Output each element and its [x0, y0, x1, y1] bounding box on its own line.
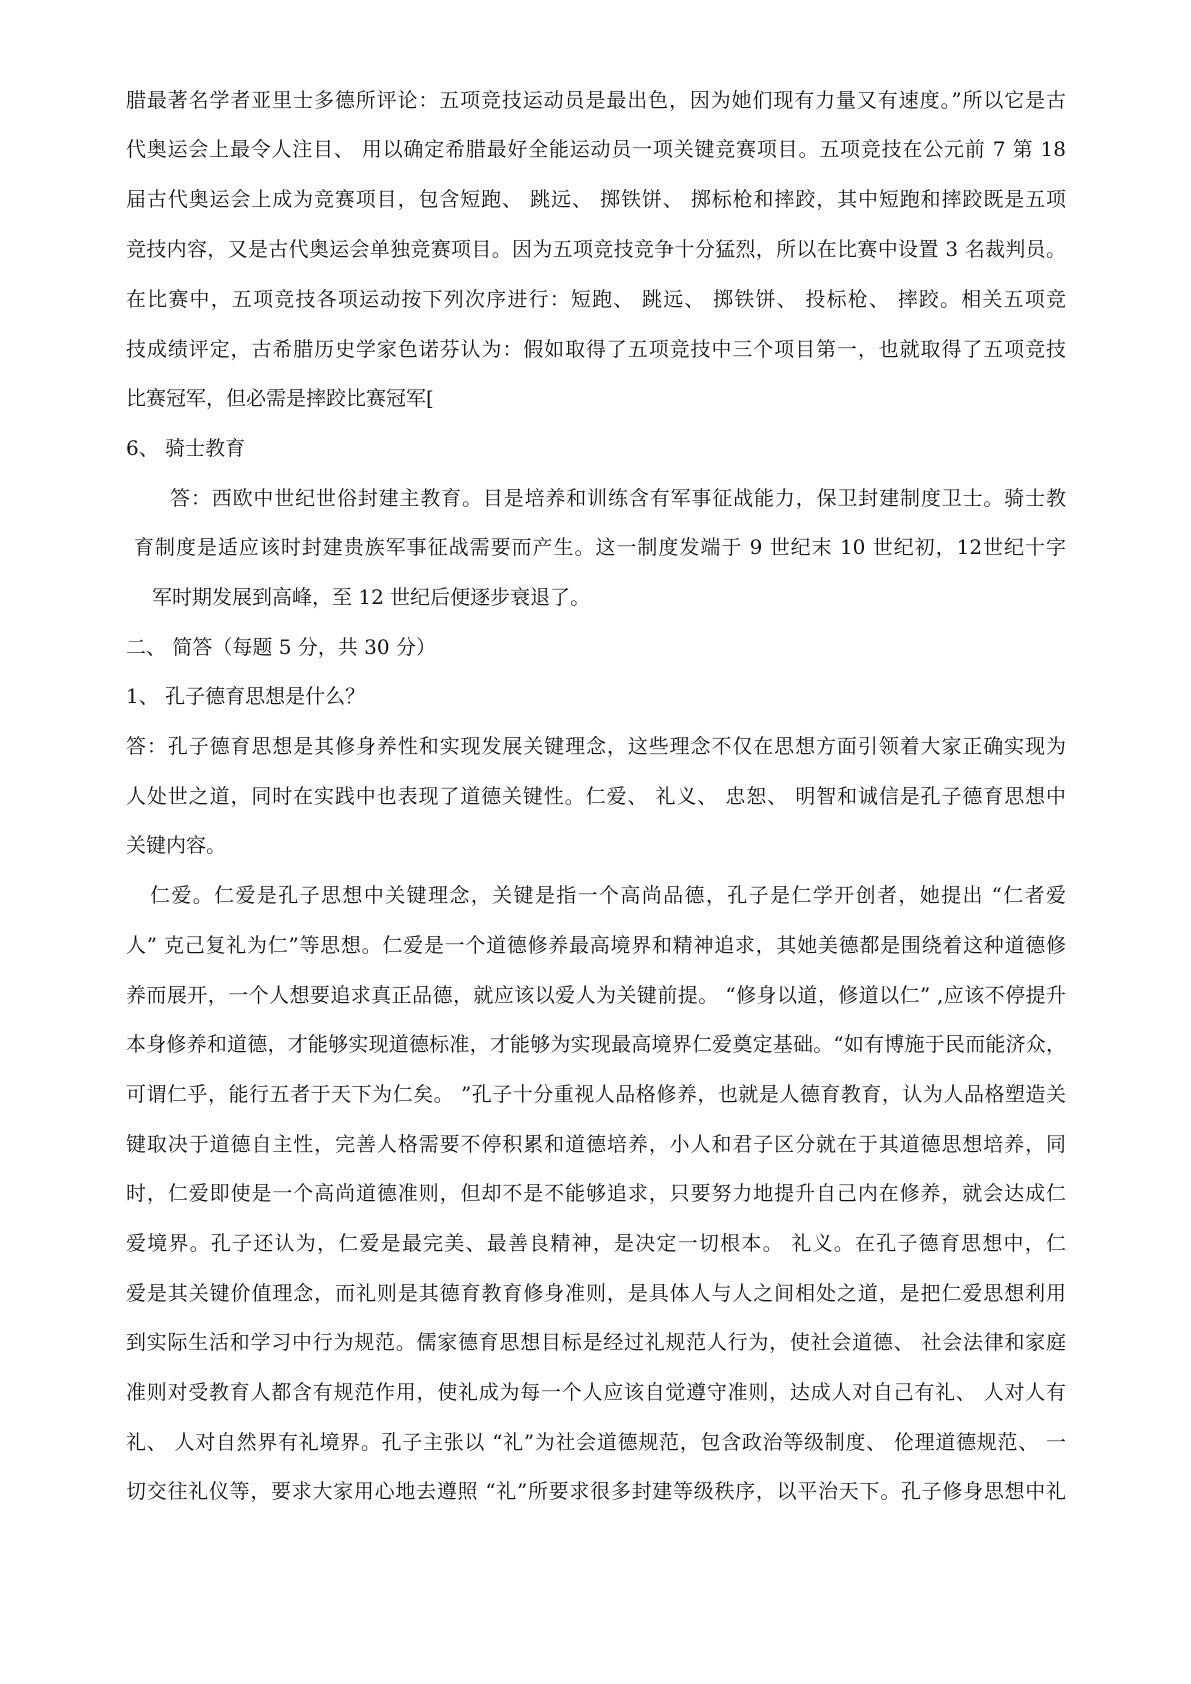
- section-heading: 二、 简答（每题 5 分，共 30 分）: [126, 635, 436, 659]
- section-heading: 6、 骑士教育: [126, 436, 246, 460]
- paragraph-line: 切交往礼仪等，要求大家用心地去遵照 “礼”所要求很多封建等级秩序，以平治天下。孔子修身思想中礼: [126, 1479, 1066, 1503]
- paragraph-line: 比赛冠军，但必需是摔跤比赛冠军[: [126, 386, 434, 410]
- paragraph-line: 准则对受教育人都含有规范作用，使礼成为每一个人应该自觉遵守准则，达成人对自己有礼、 人对人有: [126, 1380, 1066, 1404]
- paragraph-line: 仁爱。仁爱是孔子思想中关键理念，关键是指一个高尚品德，孔子是仁学开创者，她提出 “仁者爱: [150, 883, 1066, 907]
- paragraph-line: 时，仁爱即使是一个高尚道德准则，但却不是不能够追求，只要努力地提升自己内在修养，就会达成仁: [126, 1181, 1066, 1205]
- answer-line: 育制度是适应该时封建贵族军事征战需要而产生。这一制度发端于 9 世纪末 10 世纪初，12世纪十字: [134, 535, 1066, 559]
- answer-line: 答：西欧中世纪世俗封建主教育。目是培养和训练含有军事征战能力，保卫封建制度卫士。骑士教: [170, 486, 1066, 510]
- paragraph-line: 代奥运会上最令人注目、 用以确定希腊最好全能运动员一项关键竞赛项目。五项竞技在公元前 7 第 18: [126, 137, 1066, 161]
- paragraph-line: 关键内容。: [126, 833, 226, 857]
- paragraph-line: 答：孔子德育思想是其修身养性和实现发展关键理念，这些理念不仅在思想方面引领着大家正确实现为: [126, 734, 1066, 758]
- paragraph-line: 竞技内容，又是古代奥运会单独竞赛项目。因为五项竞技竞争十分猛烈，所以在比赛中设置 3 名裁判员。: [126, 237, 1066, 261]
- paragraph-line: 本身修养和道德，才能够实现道德标准，才能够为实现最高境界仁爱奠定基础。“如有博施于民而能济众，: [126, 1032, 1066, 1056]
- question-heading: 1、 孔子德育思想是什么？: [126, 684, 366, 708]
- paragraph-line: 人” 克己复礼为仁”等思想。仁爱是一个道德修养最高境界和精神追求，其她美德都是围绕着这种道德修: [126, 933, 1066, 957]
- paragraph-line: 爱是其关键价值理念，而礼则是其德育教育修身准则，是具体人与人之间相处之道，是把仁爱思想利用: [126, 1281, 1066, 1305]
- paragraph-line: 到实际生活和学习中行为规范。儒家德育思想目标是经过礼规范人行为，使社会道德、 社会法律和家庭: [126, 1330, 1066, 1354]
- paragraph-line: 在比赛中，五项竞技各项运动按下列次序进行：短跑、 跳远、 掷铁饼、 投标枪、 摔跤。相关五项竞: [126, 287, 1066, 311]
- paragraph-line: 礼、 人对自然界有礼境界。孔子主张以 “礼”为社会道德规范，包含政治等级制度、 伦理道德规范、 一: [126, 1430, 1066, 1454]
- paragraph-line: 爱境界。孔子还认为，仁爱是最完美、最善良精神，是决定一切根本。 礼义。在孔子德育思想中，仁: [126, 1231, 1066, 1255]
- paragraph-line: 键取决于道德自主性，完善人格需要不停积累和道德培养，小人和君子区分就在于其道德思想培养，同: [126, 1132, 1066, 1156]
- answer-line: 军时期发展到高峰，至 12 世纪后便逐步衰退了。: [152, 585, 591, 609]
- paragraph-line: 养而展开，一个人想要追求真正品德，就应该以爱人为关键前提。 “修身以道，修道以仁” ,应该不停提升: [126, 983, 1066, 1007]
- paragraph-line: 腊最著名学者亚里士多德所评论：五项竞技运动员是最出色，因为她们现有力量又有速度。”所以它是古: [126, 88, 1066, 112]
- paragraph-line: 届古代奥运会上成为竞赛项目，包含短跑、 跳远、 掷铁饼、 掷标枪和摔跤，其中短跑和摔跤既是五项: [126, 187, 1066, 211]
- paragraph-line: 可谓仁乎，能行五者于天下为仁矣。 ”孔子十分重视人品格修养，也就是人德育教育，认为人品格塑造关: [126, 1082, 1066, 1106]
- paragraph-line: 技成绩评定，古希腊历史学家色诺芬认为：假如取得了五项竞技中三个项目第一，也就取得了五项竞技: [126, 337, 1066, 361]
- paragraph-line: 人处世之道，同时在实践中也表现了道德关键性。仁爱、 礼义、 忠恕、 明智和诚信是孔子德育思想中: [126, 784, 1066, 808]
